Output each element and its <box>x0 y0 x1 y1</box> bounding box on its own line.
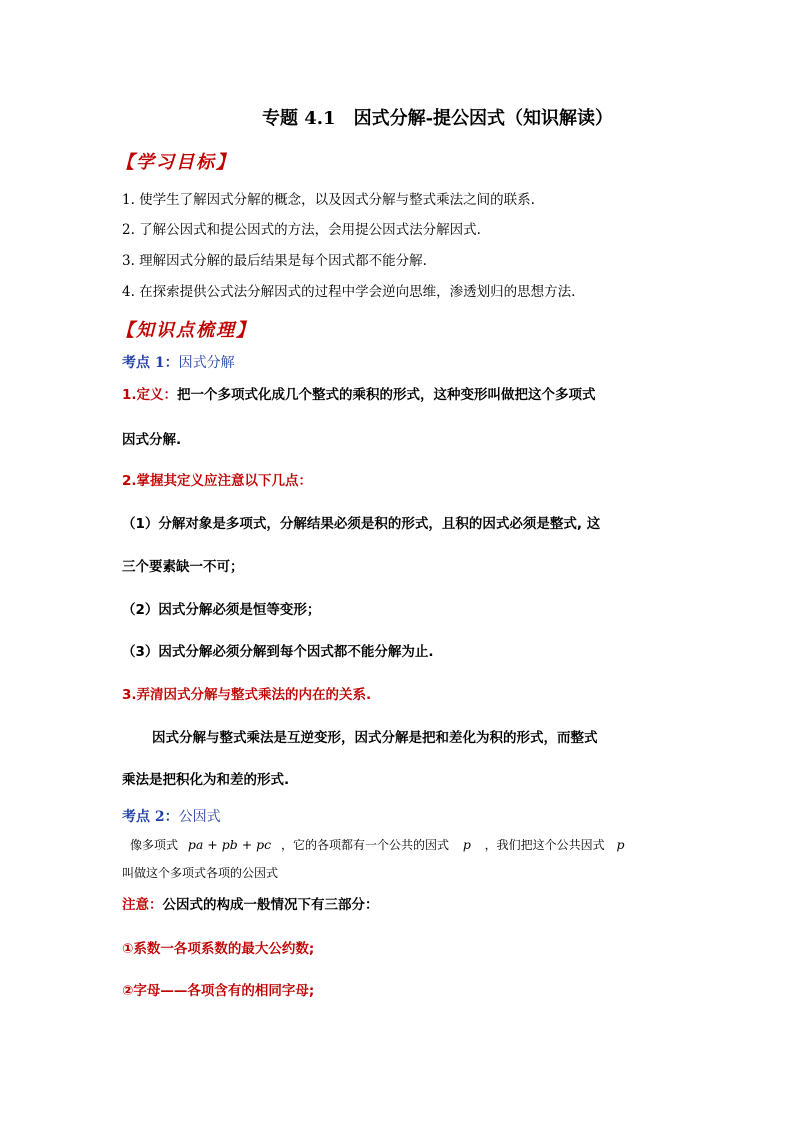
point2-heading <box>122 806 221 826</box>
note-3: （3）因式分解必须分解到每个因式都不能分解为止. <box>122 644 434 660</box>
heading-learning-goals: 【学习目标】 <box>116 152 236 173</box>
goal-item-2: 2. 了解公因式和提公因式的方法，会用提公因式法分解因式. <box>122 222 481 238</box>
relation-line-1: 因式分解与整式乘法是互逆变形，因式分解是把和差化为积的形式，而整式 <box>152 730 598 746</box>
common-factor-line-2: 叫做这个多项式各项的公因式 <box>122 866 279 880</box>
point1-name: 因式分解 <box>178 355 235 371</box>
definition-line-1 <box>122 383 596 403</box>
goal-item-3: 3. 理解因式分解的最后结果是每个因式都不能分解. <box>122 253 427 269</box>
relation-line-2: 乘法是把积化为和差的形式. <box>122 772 290 788</box>
definition-label: 1.定义： <box>122 387 178 403</box>
common-factor-text-b: ，它的各项都有一个公共的因式 <box>280 838 449 852</box>
note-label: 注意： <box>122 897 163 913</box>
relation-heading: 3.弄清因式分解与整式乘法的内在的关系. <box>122 687 372 703</box>
factor-p-1: p <box>462 837 471 852</box>
page-title: 专题 4.1 因式分解-提公因式（知识解读） <box>262 108 614 129</box>
definition-line-2: 因式分解. <box>122 432 182 448</box>
polynomial-expression: pa + pb + pc <box>187 837 272 852</box>
note-1-line-2: 三个要素缺一不可； <box>122 559 244 575</box>
common-factor-text-c: ，我们把这个公共因式 <box>484 838 605 852</box>
point2-name: 公因式 <box>178 809 221 825</box>
note-1-line-1: （1）分解对象是多项式，分解结果必须是积的形式，且积的因式必须是整式, 这 <box>122 516 601 532</box>
component-item-1: ①系数一各项系数的最大公约数; <box>122 941 315 957</box>
note-2: （2）因式分解必须是恒等变形； <box>122 602 321 618</box>
definition-text-1: 把一个多项式化成几个整式的乘积的形式，这种变形叫做把这个多项式 <box>177 387 596 403</box>
component-item-2: ②字母——各项含有的相同字母; <box>122 983 315 999</box>
point1-label: 考点 1： <box>122 355 179 371</box>
factor-p-2: p <box>616 837 625 852</box>
notes-heading: 2.掌握其定义应注意以下几点： <box>122 473 313 489</box>
point2-label: 考点 2： <box>122 809 179 825</box>
heading-knowledge-points: 【知识点梳理】 <box>116 320 256 341</box>
note-text: 公因式的构成一般情况下有三部分： <box>162 897 379 913</box>
common-factor-text-a: 像多项式 <box>130 838 179 852</box>
goal-item-4: 4. 在探索提供公式法分解因式的过程中学会逆向思维，渗透划归的思想方法. <box>122 284 576 300</box>
point1-heading <box>122 352 235 372</box>
common-factor-line-1 <box>130 836 625 853</box>
goal-item-1: 1. 使学生了解因式分解的概念，以及因式分解与整式乘法之间的联系. <box>122 192 535 208</box>
note-common-factor <box>122 893 379 913</box>
